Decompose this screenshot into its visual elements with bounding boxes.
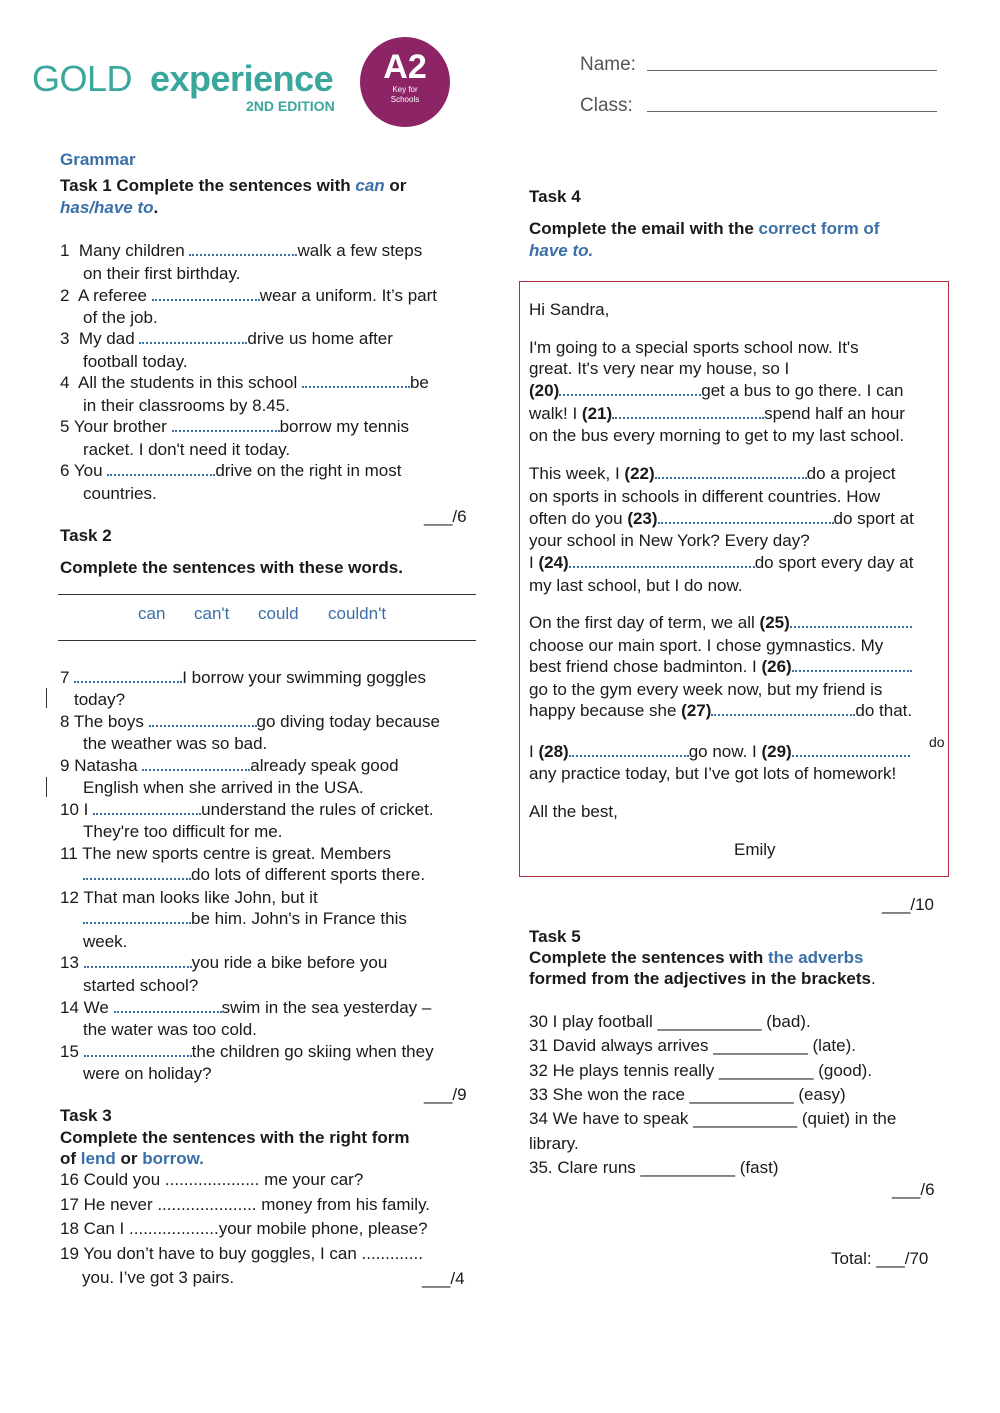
answer-blank[interactable] (83, 864, 191, 880)
answer-blank[interactable] (142, 755, 250, 771)
email-do: do (929, 734, 945, 750)
task5-heading: Task 5 (529, 927, 581, 946)
word-cant: can't (194, 604, 230, 623)
answer-blank[interactable] (189, 240, 297, 256)
text-cursor (46, 777, 47, 797)
task5-title-blue: the adverbs (768, 948, 864, 967)
task1-can: can (355, 176, 385, 195)
task2-item-7: 7 I borrow your swimming goggles (60, 668, 426, 687)
task2-item-7-cont: today? (74, 690, 126, 709)
answer-blank[interactable] (84, 952, 192, 968)
answer-blank[interactable] (152, 285, 260, 301)
task3-of: of (60, 1149, 81, 1168)
email-line: on the bus every morning to get to my last school. (529, 426, 905, 445)
task5-title-b: formed from the adjectives in the brackets (529, 969, 871, 988)
task2-item-11: 11 The new sports centre is great. Members (60, 844, 392, 863)
level-sub1: Key for (392, 85, 418, 94)
brand-gold: GOLD (32, 58, 133, 99)
name-field[interactable] (647, 70, 937, 71)
task5-item-33: 33 She won the race ___________ (easy) (529, 1085, 846, 1104)
email-line-20: (20) get a bus to go there. I can (529, 381, 904, 400)
task5-item-35: 35. Clare runs __________ (fast) (529, 1158, 779, 1177)
email-line: I'm going to a special sports school now. It's (529, 338, 859, 357)
email-line-24: I (24) do sport every day at (529, 553, 914, 572)
task3-lend: lend (80, 1149, 116, 1168)
email-line: my last school, but I do now. (529, 576, 743, 595)
task1-item-6: 6 You drive on the right in most (60, 461, 402, 480)
word-could: could (258, 604, 299, 623)
task3-item-19-cont: you. I’ve got 3 pairs. (82, 1268, 235, 1287)
task2-item-15: 15 the children go skiing when they (60, 1042, 434, 1061)
text-cursor (46, 688, 47, 708)
task2-item-12: 12 That man looks like John, but it (60, 888, 318, 907)
answer-blank[interactable] (792, 741, 910, 757)
task5-item-32: 32 He plays tennis really __________ (good). (529, 1061, 873, 1080)
task2-item-12-cont: be him. John's in France this (83, 908, 407, 930)
email-line-21: walk! I (21) spend half an hour (529, 404, 905, 423)
email-signature: Emily (734, 840, 776, 859)
answer-blank[interactable] (612, 403, 764, 419)
task2-item-14: 14 We swim in the sea yesterday – (60, 998, 432, 1017)
email-line-27: happy because she (27) do that. (529, 701, 913, 720)
answer-blank[interactable] (790, 612, 912, 628)
task1-dot: . (153, 198, 159, 217)
task5-dot: . (871, 969, 876, 988)
task2-item-14-cont: the water was too cold. (83, 1020, 257, 1039)
task5-item-31: 31 David always arrives __________ (late). (529, 1036, 856, 1055)
divider (58, 594, 476, 595)
total-score: Total: ___/70 (831, 1249, 929, 1268)
task1-item-4-cont: in their classrooms by 8.45. (83, 396, 290, 415)
answer-blank[interactable] (655, 463, 807, 479)
task2-item-13: 13 you ride a bike before you (60, 953, 388, 972)
answer-blank[interactable] (93, 799, 201, 815)
task1-hashave: has/have to (60, 198, 154, 217)
answer-blank[interactable] (114, 997, 222, 1013)
word-can: can (138, 604, 166, 623)
task5-item-34: 34 We have to speak ___________ (quiet) in the (529, 1109, 897, 1128)
answer-blank[interactable] (172, 416, 280, 432)
task1-item-3: 3 My dad drive us home after (60, 329, 393, 348)
task1-item-1-cont: on their first birthday. (83, 264, 241, 283)
task1-item-3-cont: football today. (83, 352, 188, 371)
task2-item-15-cont: were on holiday? (83, 1064, 212, 1083)
task2-item-9-cont: English when she arrived in the USA. (83, 778, 364, 797)
task1-item-5-cont: racket. I don't need it today. (83, 440, 291, 459)
task4-heading: Task 4 (529, 187, 581, 206)
email-line: great. It's very near my house, so I (529, 359, 790, 378)
level-badge (360, 37, 450, 127)
answer-blank[interactable] (84, 1041, 192, 1057)
task2-item-13-cont: started school? (83, 976, 199, 995)
word-couldnt: couldn't (328, 604, 387, 623)
answer-blank[interactable] (149, 711, 257, 727)
task5-item-30: 30 I play football ___________ (bad). (529, 1012, 811, 1031)
email-line-26: best friend chose badminton. I (26) (529, 656, 912, 678)
divider (58, 640, 476, 641)
email-line: any practice today, but I’ve got lots of homework! (529, 764, 897, 783)
task2-item-10-cont: They're too difficult for me. (83, 822, 283, 841)
answer-blank[interactable] (107, 460, 215, 476)
grammar-heading: Grammar (60, 150, 136, 169)
answer-blank[interactable] (74, 667, 182, 683)
brand-experience: experience (150, 58, 334, 99)
task3-item-18: 18 Can I ...................your mobile phone, please? (60, 1219, 428, 1238)
task1-item-2-cont: of the job. (83, 308, 158, 327)
email-line-23: often do you (23) do sport at (529, 509, 914, 528)
task3-heading: Task 3 (60, 1106, 112, 1125)
answer-blank[interactable] (792, 656, 912, 672)
task2-item-9: 9 Natasha already speak good (60, 756, 399, 775)
task3-item-16: 16 Could you .................... me your car? (60, 1170, 364, 1189)
task4-title: Complete the email with the (529, 219, 759, 238)
task2-score: ___/9 (424, 1085, 467, 1104)
name-label: Name: (580, 54, 636, 75)
task2-item-11-cont: do lots of different sports there. (83, 864, 425, 886)
answer-blank[interactable] (559, 380, 701, 396)
email-line-22: This week, I (22) do a project (529, 464, 896, 483)
answer-blank[interactable] (658, 508, 834, 524)
task1-item-4: 4 All the students in this school be (60, 373, 429, 392)
task1-title: Task 1 Complete the sentences with (60, 176, 356, 195)
task3-borrow: borrow. (142, 1149, 204, 1168)
answer-blank[interactable] (83, 908, 191, 924)
task2-item-10: 10 I understand the rules of cricket. (60, 800, 434, 819)
level-sub2: Schools (390, 95, 420, 104)
answer-blank[interactable] (139, 328, 247, 344)
answer-blank[interactable] (569, 741, 689, 757)
task5-score: ___/6 (892, 1180, 935, 1199)
task5-item-34-cont: library. (529, 1134, 579, 1153)
task3-title: Complete the sentences with the right form (60, 1128, 410, 1147)
task3-score: ___/4 (422, 1269, 465, 1288)
task2-heading: Task 2 (60, 526, 112, 545)
answer-blank[interactable] (569, 552, 755, 568)
task5-title: Complete the sentences with (529, 948, 768, 967)
email-line: choose our main sport. I chose gymnastics. My (529, 636, 884, 655)
email-line-28-29: I (28) go now. I (29) (529, 741, 910, 763)
task1-item-5: 5 Your brother borrow my tennis (60, 417, 409, 436)
task2-item-8-cont: the weather was so bad. (83, 734, 268, 753)
email-line: go to the gym every week now, but my friend is (529, 680, 883, 699)
task3-or: or (115, 1149, 143, 1168)
level-text: A2 (383, 48, 427, 86)
task1-item-2: 2 A referee wear a uniform. It’s part (60, 286, 438, 305)
task3-item-19: 19 You don’t have to buy goggles, I can ............. (60, 1244, 423, 1263)
answer-blank[interactable] (302, 372, 410, 388)
email-line: on sports in schools in different countries. How (529, 487, 881, 506)
task4-title-blue2: have to. (529, 241, 594, 260)
task1-or: or (384, 176, 407, 195)
edition-label: 2ND EDITION (246, 98, 335, 114)
task2-item-8: 8 The boys go diving today because (60, 712, 440, 731)
task1-item-1: 1 Many children walk a few steps (60, 241, 423, 260)
class-label: Class: (580, 95, 633, 116)
email-greeting: Hi Sandra, (529, 300, 610, 319)
task2-item-12-cont2: week. (83, 932, 128, 951)
task1-item-6-cont: countries. (83, 484, 157, 503)
answer-blank[interactable] (711, 700, 855, 716)
task2-instruction: Complete the sentences with these words. (60, 558, 403, 577)
email-line-25: On the first day of term, we all (25) (529, 612, 912, 634)
email-signoff: All the best, (529, 802, 618, 821)
class-field[interactable] (647, 111, 937, 112)
task4-title-blue: correct form of (758, 219, 880, 238)
task1-score: ___/6 (424, 507, 467, 526)
email-line: your school in New York? Every day? (529, 531, 810, 550)
task4-score: ___/10 (882, 895, 934, 914)
task3-item-17: 17 He never ..................... money from his family. (60, 1195, 431, 1214)
